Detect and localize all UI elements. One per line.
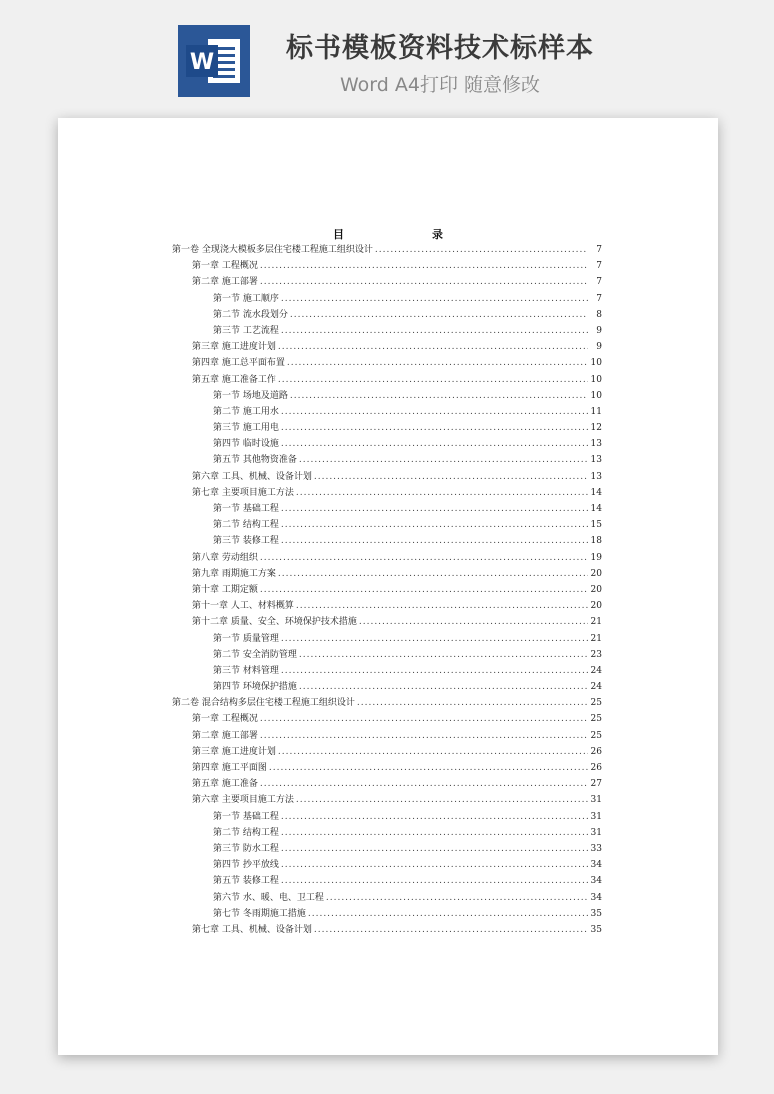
toc-entry-page: 24	[590, 682, 602, 693]
toc-leader-dots	[299, 682, 588, 692]
toc-entry-label: 第一节 质量管理	[213, 633, 279, 644]
toc-leader-dots	[314, 925, 588, 935]
toc-entry[interactable]	[172, 501, 602, 517]
toc-leader-dots	[281, 666, 588, 676]
toc-entry-page: 13	[590, 439, 602, 450]
toc-leader-dots	[299, 650, 588, 660]
toc-entry[interactable]	[172, 890, 602, 906]
toc-entry-page: 7	[596, 277, 602, 288]
toc-leader-dots	[278, 747, 588, 757]
toc-leader-dots	[296, 601, 588, 611]
toc-entry-page: 35	[590, 908, 602, 919]
toc-leader-dots	[308, 909, 588, 919]
toc-entry[interactable]	[172, 647, 602, 663]
toc-entry-page: 21	[590, 633, 602, 644]
toc-leader-dots	[281, 520, 588, 530]
toc-entry-label: 第二节 流水段划分	[213, 309, 288, 320]
toc-entry-page: 26	[590, 763, 602, 773]
toc-leader-dots	[287, 358, 588, 368]
toc-entry-label: 第七章 工具、机械、设备计划	[192, 924, 312, 935]
toc-entry-label: 第一卷 全现浇大模板多层住宅楼工程施工组织设计	[172, 245, 373, 255]
toc-entry-label: 第一章 工程概况	[192, 714, 258, 725]
toc-entry[interactable]	[172, 760, 602, 776]
toc-leader-dots	[299, 455, 588, 465]
header	[0, 0, 774, 110]
toc-entry[interactable]	[172, 809, 602, 825]
toc-entry-page: 31	[590, 795, 602, 806]
toc-entry-label: 第十章 工期定额	[192, 584, 258, 595]
word-icon	[178, 25, 250, 97]
toc-entry-page: 15	[590, 520, 602, 531]
toc-entry-label: 第八章 劳动组织	[192, 552, 258, 563]
toc-entry[interactable]	[172, 744, 602, 760]
toc-entry-label: 第一节 基础工程	[213, 811, 279, 822]
toc-leader-dots	[278, 375, 588, 385]
toc-entry-label: 第二章 施工部署	[192, 730, 258, 741]
toc-entry-label: 第一节 基础工程	[213, 504, 279, 514]
toc-entry[interactable]	[172, 841, 602, 857]
toc-leader-dots	[357, 698, 588, 708]
toc-leader-dots	[375, 245, 588, 255]
toc-leader-dots	[296, 488, 588, 498]
toc-entry[interactable]	[172, 679, 602, 695]
toc-entry[interactable]	[172, 631, 602, 647]
toc-entry-page: 7	[596, 261, 602, 272]
toc-entry-label: 第二章 施工部署	[192, 277, 258, 288]
toc-entry[interactable]	[172, 776, 602, 792]
toc-entry-label: 第三节 材料管理	[213, 665, 279, 676]
toc-entry-page: 27	[590, 779, 602, 790]
toc-entry-page: 25	[590, 698, 602, 709]
toc-entry-page: 34	[590, 860, 602, 871]
toc-entry[interactable]	[172, 517, 602, 533]
toc-entry[interactable]	[172, 695, 602, 711]
toc-entry-page: 7	[596, 293, 602, 304]
toc-entry-label: 第一节 施工顺序	[213, 293, 279, 304]
toc-leader-dots	[281, 536, 588, 546]
toc-entry[interactable]	[172, 598, 602, 614]
toc-leader-dots	[281, 504, 588, 514]
toc-entry-label: 第二节 安全消防管理	[213, 649, 297, 660]
toc-entry-page: 10	[590, 374, 602, 385]
toc-leader-dots	[269, 763, 588, 773]
toc-leader-dots	[281, 326, 588, 336]
toc-entry-page: 34	[590, 892, 602, 903]
toc-entry[interactable]	[172, 452, 602, 468]
toc-entry-label: 第六章 工具、机械、设备计划	[192, 471, 312, 482]
toc-entry-label: 第三章 施工进度计划	[192, 342, 276, 353]
toc-entry-page: 13	[590, 471, 602, 482]
toc-entry[interactable]	[172, 420, 602, 436]
toc-entry-page: 23	[590, 649, 602, 660]
toc-title-left: 目	[333, 228, 344, 241]
toc-entry-label: 第七节 冬雨期施工措施	[213, 908, 306, 919]
toc-entry[interactable]	[172, 388, 602, 404]
toc-entry-page: 11	[590, 406, 602, 417]
toc-leader-dots	[359, 617, 588, 627]
toc-leader-dots	[281, 844, 588, 854]
toc-entry-page: 10	[590, 390, 602, 401]
toc-entry-label: 第三节 工艺流程	[213, 325, 279, 336]
toc-entry[interactable]	[172, 582, 602, 598]
toc-entry-page: 18	[590, 536, 602, 547]
toc-entry-page: 25	[590, 730, 602, 741]
toc-entry-page: 20	[590, 601, 602, 612]
toc-entry[interactable]	[172, 258, 602, 274]
toc-entry[interactable]	[172, 614, 602, 630]
toc-entry[interactable]	[172, 533, 602, 549]
toc-entry-page: 26	[590, 746, 602, 757]
toc-entry-page: 31	[590, 811, 602, 822]
toc-entry-label: 第三章 施工进度计划	[192, 746, 276, 757]
svg-text:W: W	[189, 50, 215, 75]
toc-entry[interactable]	[172, 242, 602, 258]
toc-entry[interactable]	[172, 857, 602, 873]
toc-leader-dots	[260, 779, 588, 789]
toc-entry-label: 第三节 装修工程	[213, 536, 279, 547]
toc-entry[interactable]	[172, 274, 602, 290]
toc-entry-label: 第五章 施工准备	[192, 779, 258, 790]
toc-entry-page: 8	[596, 309, 602, 320]
toc-entry[interactable]	[172, 873, 602, 889]
toc-entry-label: 第四节 环境保护措施	[213, 682, 297, 693]
toc-entry-page: 34	[590, 876, 602, 887]
toc-leader-dots	[314, 472, 588, 482]
toc-leader-dots	[260, 553, 588, 563]
toc-entry-page: 25	[590, 714, 602, 725]
toc-entry-page: 35	[590, 924, 602, 935]
table-of-contents	[172, 242, 602, 938]
toc-entry-label: 第四节 抄平放线	[213, 860, 279, 871]
toc-entry[interactable]	[172, 404, 602, 420]
toc-entry-page: 7	[596, 245, 602, 255]
toc-entry-page: 9	[596, 325, 602, 336]
toc-entry-page: 10	[590, 358, 602, 369]
toc-entry-label: 第九章 雨期施工方案	[192, 568, 276, 579]
toc-entry[interactable]	[172, 711, 602, 727]
toc-leader-dots	[326, 893, 588, 903]
toc-entry-label: 第四节 临时设施	[213, 439, 279, 450]
toc-entry-page: 14	[590, 487, 602, 498]
toc-entry-label: 第十二章 质量、安全、环境保护技术措施	[192, 617, 357, 628]
toc-entry[interactable]	[172, 825, 602, 841]
toc-entry-label: 第四章 施工总平面布置	[192, 358, 285, 369]
toc-leader-dots	[278, 569, 588, 579]
toc-entry[interactable]	[172, 339, 602, 355]
toc-leader-dots	[260, 714, 588, 724]
toc-leader-dots	[260, 731, 588, 741]
toc-entry[interactable]	[172, 307, 602, 323]
toc-leader-dots	[290, 310, 588, 320]
toc-entry-label: 第三节 施工用电	[213, 423, 279, 434]
toc-entry-page: 14	[590, 504, 602, 514]
page-title: 标书模板资料技术标样本	[286, 33, 594, 64]
toc-entry[interactable]	[172, 906, 602, 922]
toc-leader-dots	[281, 876, 588, 886]
toc-entry-label: 第二节 施工用水	[213, 406, 279, 417]
toc-entry[interactable]	[172, 372, 602, 388]
toc-entry-label: 第一节 场地及道路	[213, 390, 288, 401]
page-subtitle: Word A4打印 随意修改	[339, 74, 540, 96]
toc-entry-label: 第一章 工程概况	[192, 261, 258, 272]
toc-entry-page: 24	[590, 665, 602, 676]
toc-entry-label: 第二节 结构工程	[213, 827, 279, 838]
toc-entry-page: 20	[590, 584, 602, 595]
toc-entry[interactable]	[172, 485, 602, 501]
toc-entry-label: 第五章 施工准备工作	[192, 374, 276, 385]
toc-entry-label: 第四章 施工平面图	[192, 763, 267, 773]
toc-entry[interactable]	[172, 291, 602, 307]
toc-entry-page: 13	[590, 455, 602, 466]
toc-entry-label: 第六节 水、暖、电、卫工程	[213, 892, 324, 903]
toc-entry[interactable]	[172, 663, 602, 679]
toc-leader-dots	[296, 795, 588, 805]
toc-leader-dots	[281, 828, 588, 838]
toc-leader-dots	[260, 261, 588, 271]
toc-entry-page: 12	[590, 423, 602, 434]
toc-entry-label: 第二节 结构工程	[213, 520, 279, 531]
toc-leader-dots	[260, 585, 588, 595]
toc-entry-page: 19	[590, 552, 602, 563]
toc-leader-dots	[281, 407, 588, 417]
toc-entry-label: 第十一章 人工、材料概算	[192, 601, 294, 612]
document-page	[58, 118, 718, 1055]
toc-entry-label: 第二卷 混合结构多层住宅楼工程施工组织设计	[172, 698, 355, 709]
toc-entry-page: 20	[590, 568, 602, 579]
toc-entry-label: 第三节 防水工程	[213, 843, 279, 854]
toc-leader-dots	[281, 423, 588, 433]
toc-entry[interactable]	[172, 550, 602, 566]
toc-leader-dots	[281, 634, 588, 644]
toc-entry[interactable]	[172, 566, 602, 582]
toc-title-right: 录	[432, 228, 443, 241]
toc-entry-label: 第六章 主要项目施工方法	[192, 795, 294, 806]
toc-leader-dots	[281, 860, 588, 870]
toc-entry[interactable]	[172, 922, 602, 938]
toc-entry-label: 第五节 装修工程	[213, 876, 279, 887]
toc-entry-page: 21	[590, 617, 602, 628]
toc-leader-dots	[260, 277, 588, 287]
toc-entry-label: 第七章 主要项目施工方法	[192, 487, 294, 498]
toc-entry[interactable]	[172, 436, 602, 452]
toc-entry-page: 33	[590, 843, 602, 854]
toc-entry[interactable]	[172, 469, 602, 485]
toc-leader-dots	[278, 342, 588, 352]
toc-entry[interactable]	[172, 728, 602, 744]
toc-entry[interactable]	[172, 792, 602, 808]
toc-entry-label: 第五节 其他物资准备	[213, 455, 297, 466]
toc-entry[interactable]	[172, 355, 602, 371]
toc-leader-dots	[281, 812, 588, 822]
toc-leader-dots	[281, 439, 588, 449]
toc-entry-page: 31	[590, 827, 602, 838]
toc-entry[interactable]	[172, 323, 602, 339]
toc-leader-dots	[281, 294, 588, 304]
toc-leader-dots	[290, 391, 588, 401]
toc-entry-page: 9	[596, 342, 602, 353]
